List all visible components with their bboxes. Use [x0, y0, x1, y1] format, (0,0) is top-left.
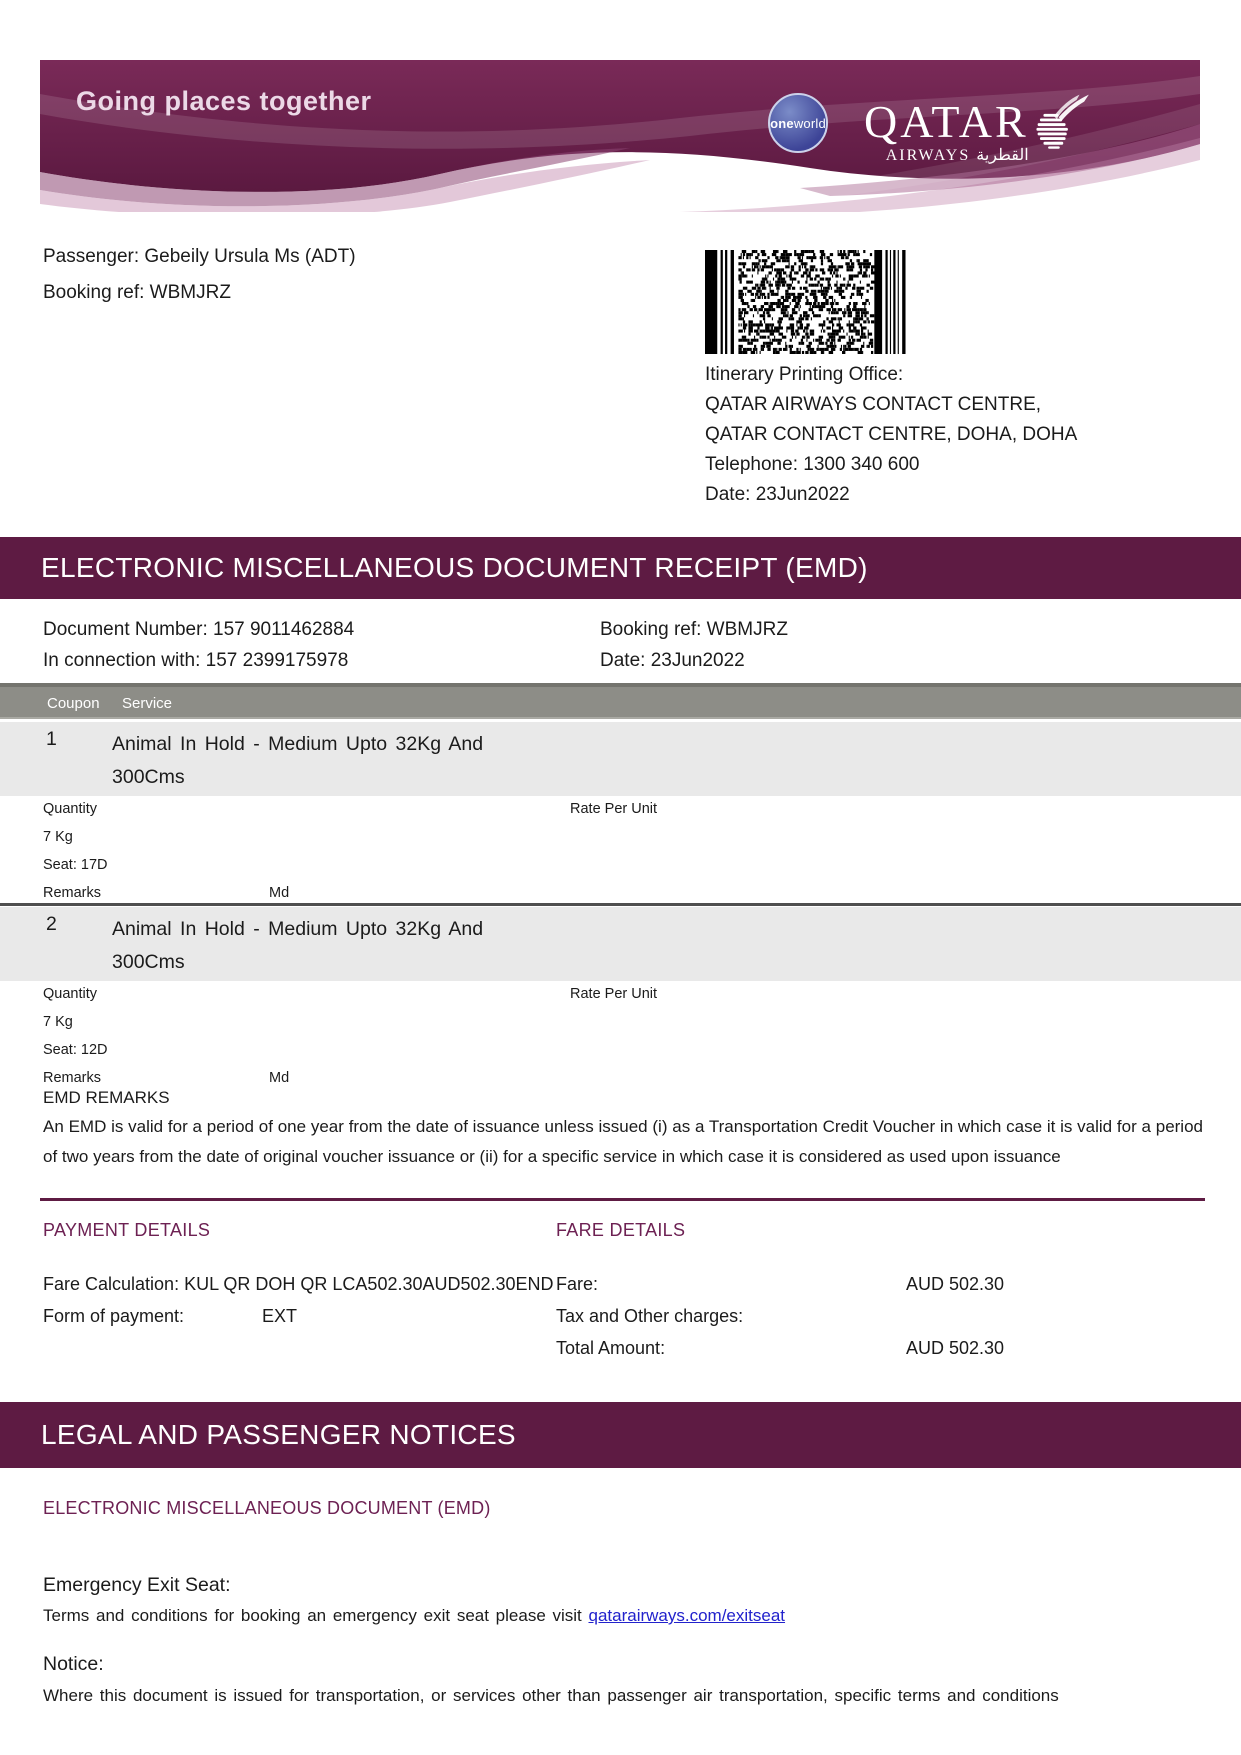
oneworld-bold-text: one [770, 115, 794, 131]
oneworld-light-text: world [793, 115, 826, 131]
fare-label: Fare: [556, 1274, 599, 1294]
exit-seat-link[interactable]: qatarairways.com/exitseat [588, 1606, 786, 1625]
printing-office-line1: QATAR AIRWAYS CONTACT CENTRE, [705, 394, 1042, 415]
document-number: Document Number: 157 9011462884 [43, 619, 355, 640]
remarks-value: Md [269, 885, 290, 901]
exit-seat-text: Terms and conditions for booking an emergency exit seat please visit [43, 1606, 589, 1625]
fare-value: AUD 502.30 [905, 1274, 1004, 1294]
coupon-divider [0, 903, 1241, 906]
service-line1: Animal In Hold - Medium Upto 32Kg And [112, 918, 484, 940]
qatar-wordmark: QATAR [864, 96, 1029, 147]
section-divider-rule [40, 1198, 1205, 1201]
notice-title: Notice: [43, 1653, 104, 1675]
fare-calculation-line: Fare Calculation: KUL QR DOH QR LCA502.30AUD502.30END [43, 1274, 554, 1294]
fare-row [556, 1306, 1004, 1327]
emd-remarks-body: An EMD is valid for a period of one year from the date of issuance unless issued (i) as a Transportation Credit Voucher in which case it is valid for a period of two years from the date of original voucher issuance or (ii) for a specific service in which case it is considered as used upon issuance [43, 1117, 1203, 1166]
fare-label: Tax and Other charges: [556, 1306, 744, 1326]
fare-label: Total Amount: [556, 1338, 666, 1358]
fare-value: AUD 502.30 [905, 1338, 1004, 1358]
column-header-coupon: Coupon [47, 695, 100, 712]
rate-per-unit-label: Rate Per Unit [570, 801, 658, 817]
service-description [112, 728, 483, 794]
remarks-value: Md [269, 1070, 290, 1086]
booking-ref-line: Booking ref: WBMJRZ [43, 282, 231, 303]
quantity-value: 7 Kg [43, 1014, 73, 1030]
in-connection-with: In connection with: 157 2399175978 [43, 650, 349, 671]
document-info-left [43, 614, 354, 676]
document-info-right [600, 614, 788, 676]
header-banner [40, 60, 1200, 212]
coupon-row-1 [0, 722, 1241, 904]
rate-per-unit-label: Rate Per Unit [570, 986, 658, 1002]
service-title-row [0, 722, 1241, 796]
emd-section-header: ELECTRONIC MISCELLANEOUS DOCUMENT RECEIPT (EMD) [0, 537, 1241, 599]
seat-value: Seat: 17D [43, 857, 108, 873]
passenger-line: Passenger: Gebeily Ursula Ms (ADT) [43, 246, 356, 267]
form-of-payment-value: EXT [262, 1306, 298, 1326]
service-title-row [0, 907, 1241, 981]
coupon-number: 2 [46, 913, 57, 935]
qatar-airways-subtext: AIRWAYS القطرية [885, 147, 1029, 164]
tagline: Going places together [76, 86, 372, 116]
fare-details-title: FARE DETAILS [556, 1220, 686, 1240]
oryx-emblem-icon [1026, 82, 1090, 162]
quantity-label: Quantity [43, 986, 97, 1002]
fare-row [556, 1338, 1004, 1359]
coupon-number: 1 [46, 728, 57, 750]
printing-office-date: Date: 23Jun2022 [705, 484, 850, 505]
remarks-label: Remarks [43, 885, 102, 901]
service-line2: 300Cms [112, 951, 185, 973]
doc-date: Date: 23Jun2022 [600, 650, 745, 671]
remarks-label: Remarks [43, 1070, 102, 1086]
printing-office-title: Itinerary Printing Office: [705, 364, 904, 385]
column-header-service: Service [122, 695, 173, 712]
printing-office-telephone: Telephone: 1300 340 600 [705, 454, 920, 475]
service-description [112, 913, 483, 979]
emergency-exit-seat-text [43, 1606, 785, 1626]
payment-details-title: PAYMENT DETAILS [43, 1220, 211, 1240]
quantity-label: Quantity [43, 801, 97, 817]
oneworld-logo-icon [768, 93, 828, 153]
legal-section-header: LEGAL AND PASSENGER NOTICES [0, 1402, 1241, 1468]
emd-remarks-title: EMD REMARKS [43, 1088, 170, 1107]
service-line2: 300Cms [112, 766, 185, 788]
legal-emd-heading: ELECTRONIC MISCELLANEOUS DOCUMENT (EMD) [43, 1498, 491, 1518]
seat-value: Seat: 12D [43, 1042, 108, 1058]
doc-booking-ref: Booking ref: WBMJRZ [600, 619, 788, 640]
printing-office-line2: QATAR CONTACT CENTRE, DOHA, DOHA [705, 424, 1078, 445]
qatar-airways-logo [864, 96, 1029, 165]
itinerary-printing-office [705, 360, 1077, 510]
quantity-value: 7 Kg [43, 829, 73, 845]
emergency-exit-seat-title: Emergency Exit Seat: [43, 1574, 231, 1596]
pdf417-barcode-icon [705, 250, 920, 354]
form-of-payment-label: Form of payment: [43, 1306, 185, 1326]
form-of-payment-line [43, 1306, 298, 1327]
notice-text: Where this document is issued for transportation, or services other than passenger air transportation, specific terms and conditions [43, 1686, 1059, 1705]
service-line1: Animal In Hold - Medium Upto 32Kg And [112, 733, 484, 755]
fare-row [556, 1274, 1004, 1295]
coupon-table-header [0, 683, 1241, 719]
coupon-row-2 [0, 907, 1241, 1089]
